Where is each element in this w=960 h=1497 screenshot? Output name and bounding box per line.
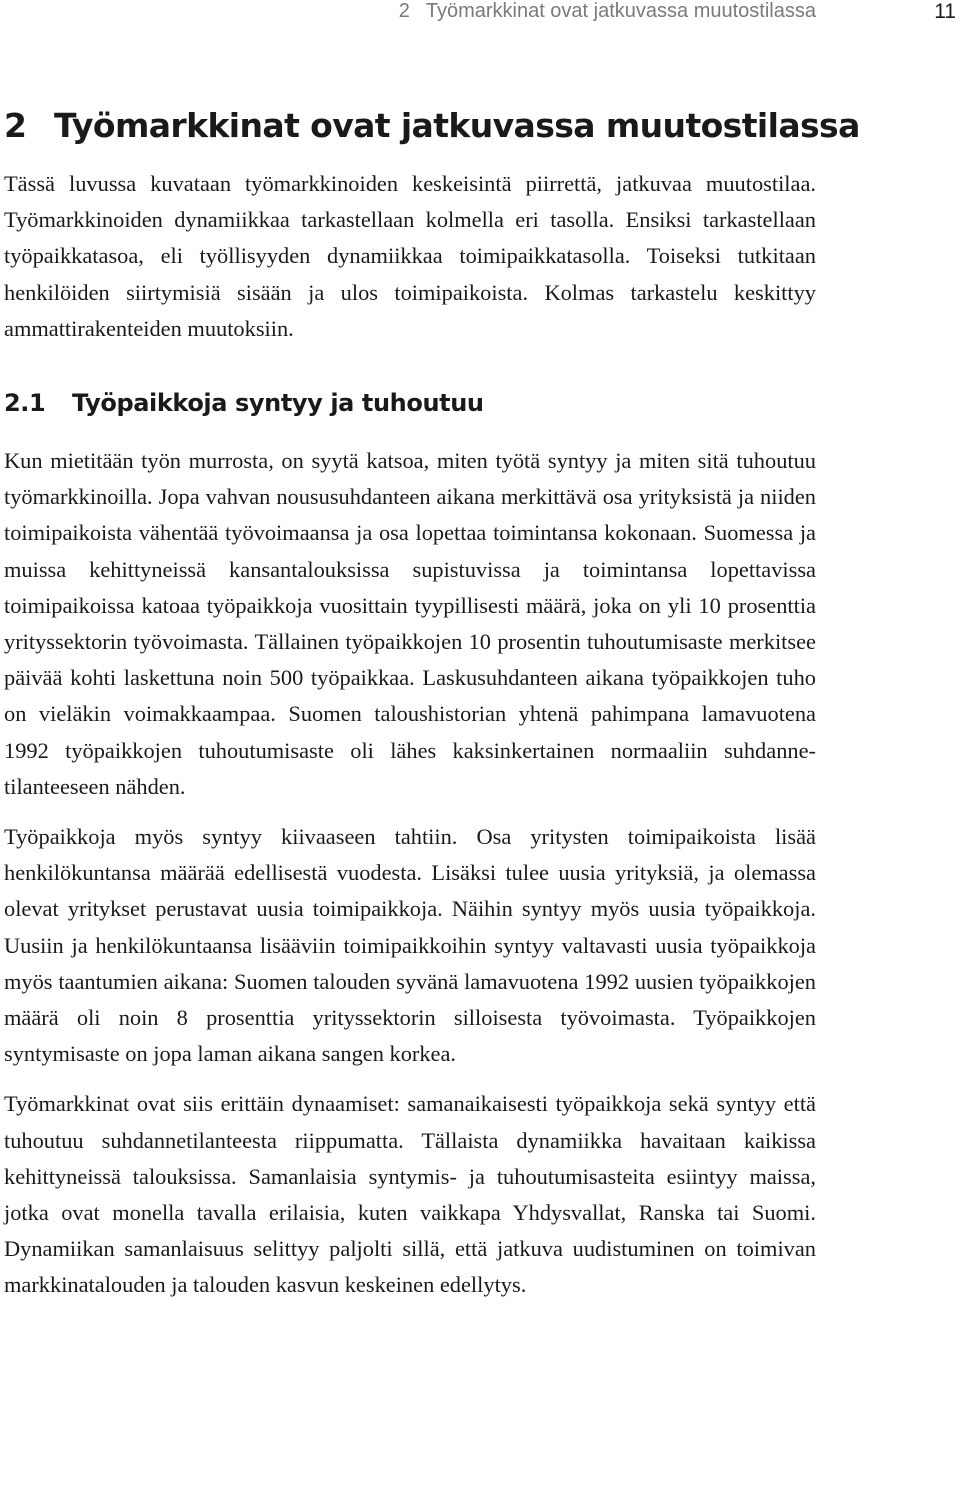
section-number: 2.1 bbox=[4, 389, 46, 418]
header-chapter-number: 2 bbox=[398, 0, 410, 22]
section-heading bbox=[4, 385, 816, 421]
chapter-heading bbox=[4, 104, 860, 148]
body-paragraph: Työpaikkoja myös syntyy kiivaaseen tahtiin. Osa yritysten toimipaikoista lisää henkilökuntansa määrää edellisestä vuodesta. Lisäksi tulee uusia yrityksiä, ja olemassa olevat yritykset perustavat uusia toimipaikkoja. Näihin syntyy myös uusia työpaikkoja. Uusiin ja henkilökuntaansa lisääviin toimipaikkoihin syntyy valtavasti uusia työpaikkoja myös taantumien aikana: Suomen talouden syvänä lamavuotena 1992 uusien työpaikkojen määrä oli noin 8 prosenttia yrityssektorin silloisesta työvoimasta. Työpaikkojen syntymisaste on jopa laman aikana sangen korkea. bbox=[4, 824, 816, 1067]
header-chapter bbox=[399, 0, 816, 23]
running-header bbox=[0, 0, 960, 30]
header-chapter-title: Työmarkkinat ovat jatkuvassa muutostilassa bbox=[425, 0, 816, 22]
page-content bbox=[4, 104, 860, 1304]
page-number: 11 bbox=[934, 0, 956, 23]
section-title: Työpaikkoja syntyy ja tuhoutuu bbox=[72, 389, 484, 418]
chapter-number: 2 bbox=[4, 106, 27, 145]
body-paragraph: Kun mietitään työn murrosta, on syytä katsoa, miten työtä syntyy ja miten sitä tuhoutuu työmarkkinoilla. Jopa vahvan noususuhdanteen aikana merkittävä osa yrityksistä ja niiden toimipaikoista vähentää työvoimaansa ja osa lopettaa toimintansa kokonaan. Suomessa ja muissa kehittyneissä kansantalouksissa supistuvissa ja toimintansa lopettavissa toimipaikoissa katoaa työpaikkoja vuosittain tyypillisesti määrä, joka on yli 10 prosenttia yrityssektorin työvoimasta. Tällainen työpaikkojen 10 prosentin tuhoutumisaste merkitsee päivää kohti laskettuna noin 500 työpaikkaa. Laskusuhdanteen aikana työpaikkojen tuho on vieläkin voimakkaampaa. Suomen taloushistorian yhtenä pahimpana lamavuotena 1992 työpaikkojen tuhoutumisaste oli lähes kaksinkertainen normaaliin suhdannetilanteeseen nähden. bbox=[4, 448, 816, 799]
chapter-intro-paragraph: Tässä luvussa kuvataan työmarkkinoiden keskeisintä piirrettä, jatkuvaa muutostilaa. Työmarkkinoiden dynamiikkaa tarkastellaan kolmella eri tasolla. Ensiksi tarkastellaan työpaikkatasoa, eli työllisyyden dynamiikkaa toimipaikkatasolla. Toiseksi tutkitaan henkilöiden siirtymisiä sisään ja ulos toimipaikoista. Kolmas tarkastelu keskittyy ammattirakenteiden muutoksiin. bbox=[4, 171, 816, 341]
chapter-title: Työmarkkinat ovat jatkuvassa muutostilassa bbox=[54, 106, 860, 145]
body-paragraph: Työmarkkinat ovat siis erittäin dynaamiset: samanaikaisesti työpaikkoja sekä syntyy että tuhoutuu suhdannetilanteesta riippumatta. Tällaista dynamiikka havaitaan kaikissa kehittyneissä talouksissa. Samanlaisia syntymis- ja tuhoutumisasteita esiintyy maissa, jotka ovat monella tavalla erilaisia, kuten vaikkapa Yhdysvallat, Ranska tai Suomi. Dynamiikan samanlaisuus selittyy paljolti sillä, että jatkuva uudistuminen on toimivan markkinatalouden ja talouden kasvun keskeinen edellytys. bbox=[4, 1091, 816, 1298]
